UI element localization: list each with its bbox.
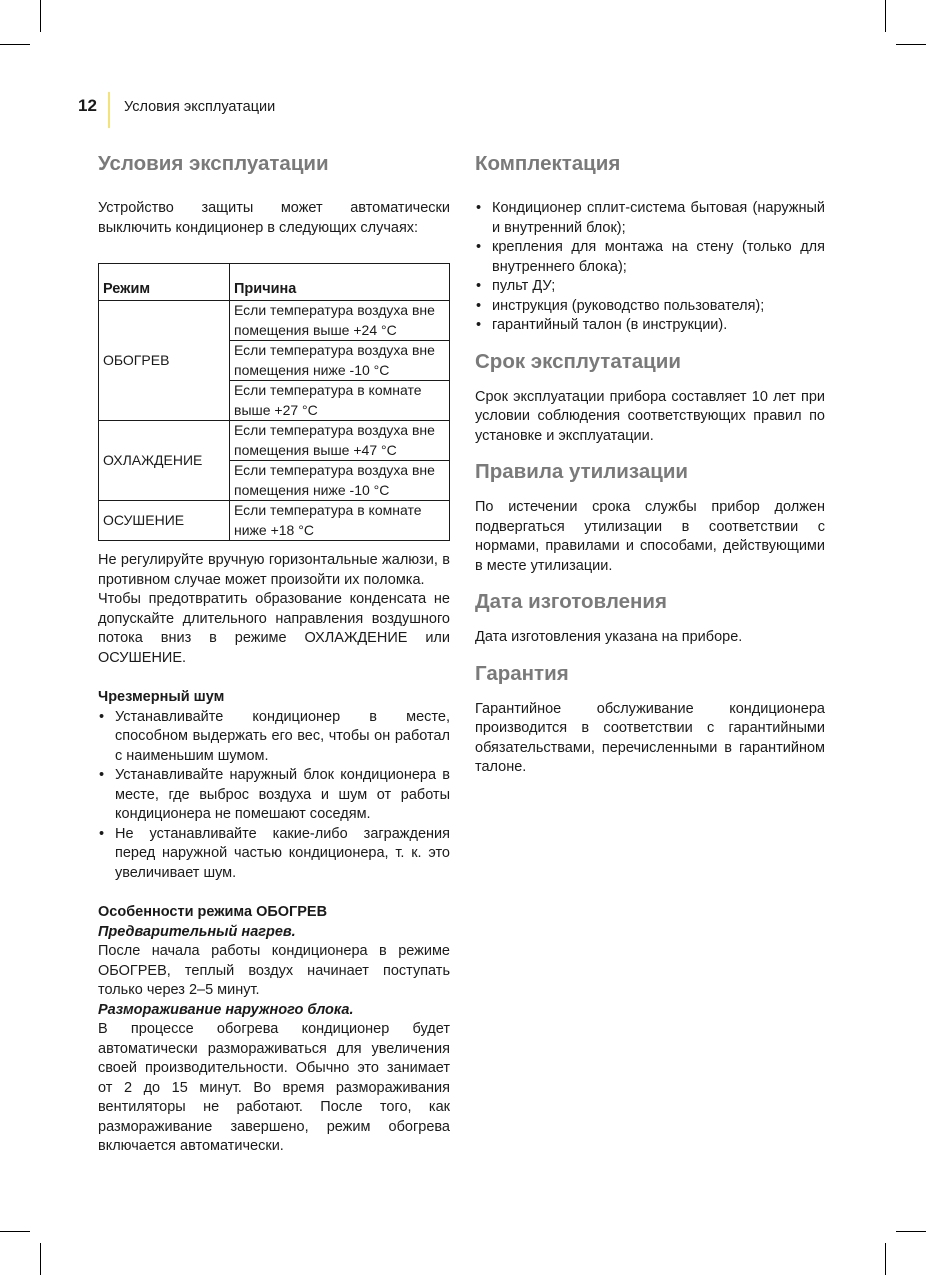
running-header-title: Условия эксплуатации <box>124 99 276 115</box>
reason-cell: Если температура воздуха вне помещения выше +47 °C <box>230 421 450 461</box>
manufacture-text: Дата изготовления указана на приборе. <box>475 629 743 645</box>
table-row <box>99 301 450 341</box>
reason-cell: Если температура воздуха вне помещения ниже -10 °C <box>230 341 450 381</box>
reason-cell: Если температура в комнате ниже +18 °C <box>230 501 450 541</box>
list-item: • Устанавливайте наружный блок кондиционера в месте, где выброс воздуха и шум от работы кондиционера не помешают соседям. <box>98 766 450 825</box>
noise-title: Чрезмерный шум <box>98 689 225 705</box>
louver-warning: Не регулируйте вручную горизонтальные жалюзи, в противном случае может произойти их поломка. <box>98 552 450 588</box>
list-item: • Устанавливайте кондиционер в месте, способном выдержать его вес, чтобы он работал с наименьшим шумом. <box>98 708 450 767</box>
crop-mark <box>885 0 886 32</box>
right-column <box>475 150 825 778</box>
table-header-row <box>99 264 450 301</box>
kit-list <box>475 199 825 336</box>
list-item: • Не устанавливайте какие-либо заграждения перед наружной частью кондиционера, т. к. это увеличивает шум. <box>98 825 450 884</box>
column-header-mode: Режим <box>99 264 230 301</box>
section-heading: Правила утилизации <box>475 460 689 483</box>
crop-mark <box>885 1243 886 1275</box>
crop-mark <box>0 44 30 45</box>
list-item: • инструкция (руководство пользователя); <box>475 297 825 317</box>
table-row <box>99 421 450 461</box>
protection-table <box>98 263 450 541</box>
list-item: • Кондиционер сплит-система бытовая (наружный и внутренний блок); <box>475 199 825 238</box>
defrost-text: В процессе обогрева кондиционер будет автоматически размораживаться для увеличения своей производительности. Обычно это занимает от 2 до 15 минут. Во время размораживания вентиляторы не работают. После того, как размораживание завершено, режим обогрева включается автоматически. <box>98 1021 450 1154</box>
section-heading: Комплектация <box>475 152 621 175</box>
disposal-text: По истечении срока службы прибор должен подвергаться утилизации в соответствии с нормами, правилами и способами, действующими в месте утилизации. <box>475 499 825 574</box>
noise-list <box>98 708 450 884</box>
section-heading: Условия эксплуатации <box>98 152 329 175</box>
mode-cell: ОХЛАЖДЕНИЕ <box>99 421 230 501</box>
defrost-subtitle: Размораживание наружного блока. <box>98 1001 354 1018</box>
crop-mark <box>40 1243 41 1275</box>
left-column <box>98 150 450 1157</box>
intro-paragraph: Устройство защиты может автоматически выключить кондиционер в следующих случаях: <box>98 200 450 236</box>
section-heading: Дата изготовления <box>475 590 667 613</box>
crop-mark <box>896 44 926 45</box>
reason-cell: Если температура воздуха вне помещения ниже -10 °C <box>230 461 450 501</box>
list-item: • пульт ДУ; <box>475 277 825 297</box>
crop-mark <box>40 0 41 32</box>
crop-mark <box>896 1231 926 1232</box>
warranty-text: Гарантийное обслуживание кондиционера производится в соответствии с гарантийными обязательствами, перечисленными в гарантийном талоне. <box>475 700 825 775</box>
page-number: 12 <box>78 96 97 115</box>
crop-mark <box>0 1231 30 1232</box>
section-heading: Гарантия <box>475 661 569 685</box>
table-row <box>99 501 450 541</box>
column-header-reason: Причина <box>230 264 450 301</box>
preheat-text: После начала работы кондиционера в режиме ОБОГРЕВ, теплый воздух начинает поступать только через 2–5 минут. <box>98 943 450 998</box>
mode-cell: ОБОГРЕВ <box>99 301 230 421</box>
mode-cell: ОСУШЕНИЕ <box>99 501 230 541</box>
list-item: • крепления для монтажа на стену (только для внутреннего блока); <box>475 238 825 277</box>
list-item: • гарантийный талон (в инструкции). <box>475 316 825 336</box>
section-heading: Срок эксплутатации <box>475 349 681 373</box>
lifetime-text: Срок эксплуатации прибора составляет 10 лет при условии соблюдения соответствующих правил по установке и эксплуатации. <box>475 388 825 444</box>
heating-title: Особенности режима ОБОГРЕВ <box>98 904 328 920</box>
preheat-subtitle: Предварительный нагрев. <box>98 923 296 940</box>
reason-cell: Если температура в комнате выше +27 °C <box>230 381 450 421</box>
header-divider <box>108 92 110 128</box>
condensate-warning: Чтобы предотвратить образование конденсата не допускайте длительного направления воздушного потока вниз в режиме ОХЛАЖДЕНИЕ или ОСУШЕНИЕ. <box>98 591 450 666</box>
reason-cell: Если температура воздуха вне помещения выше +24 °C <box>230 301 450 341</box>
